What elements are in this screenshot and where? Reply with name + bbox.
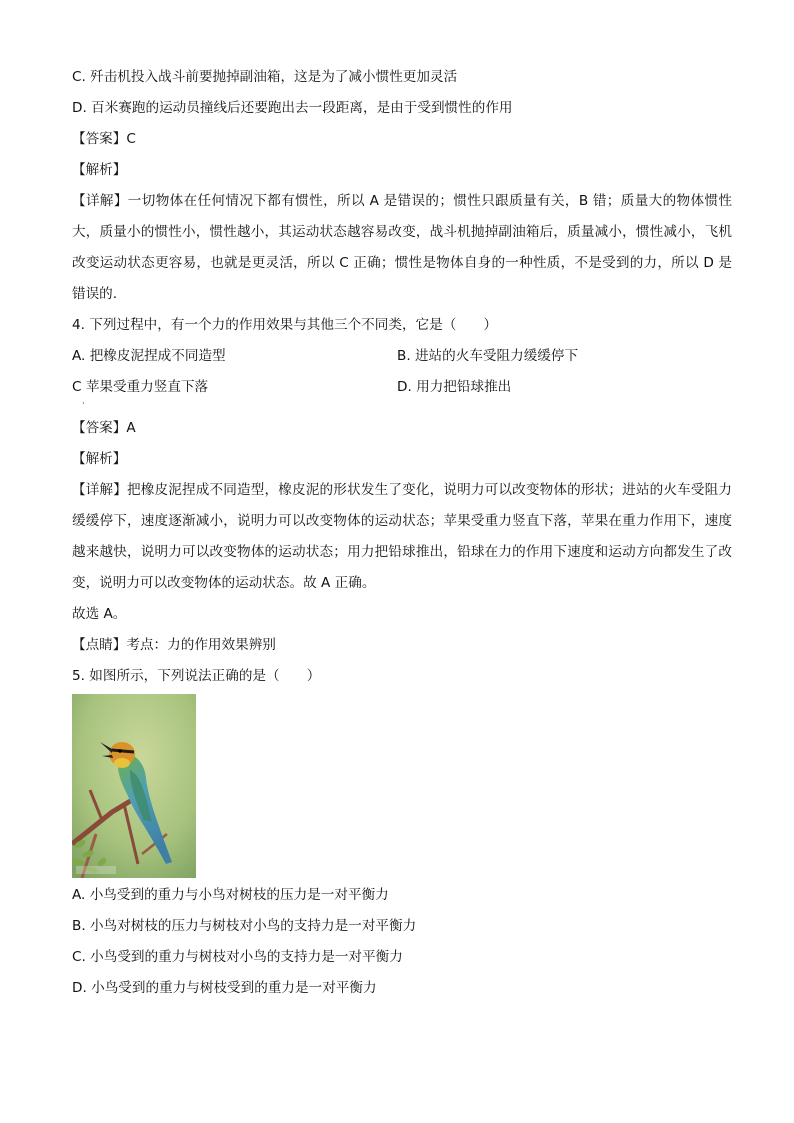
q5-option-b: B. 小鸟对树枝的压力与树枝对小鸟的支持力是一对平衡力 [72,918,417,934]
q4-comment: 【点睛】考点：力的作用效果辨别 [72,637,276,653]
q4-answer: 【答案】A [72,420,136,436]
q4-stem: 4. 下列过程中，有一个力的作用效果与其他三个不同类，它是（ ） [72,317,498,333]
q3-answer: 【答案】C [72,131,136,147]
bird-eye-stripe [112,750,134,752]
document-page [72,62,732,1004]
bird-photo [72,694,196,878]
q3-analysis-label: 【解析】 [72,162,127,178]
watermark [76,866,116,874]
q4-option-d: D. 用力把铅球推出 [397,379,512,395]
q5-stem: 5. 如图所示，下列说法正确的是（ ） [72,668,321,684]
q4-choice: 故选 A。 [72,606,127,622]
q5-option-a: A. 小鸟受到的重力与小鸟对树枝的压力是一对平衡力 [72,887,389,903]
stray-mark [72,399,732,413]
q5-option-d: D. 小鸟受到的重力与树枝受到的重力是一对平衡力 [72,980,377,996]
q4-options-row-1 [72,341,732,372]
q4-option-b: B. 进站的火车受阻力缓缓停下 [397,348,579,364]
q4-option-c: C 苹果受重力竖直下落 [72,379,209,395]
q4-option-a: A. 把橡皮泥捏成不同造型 [72,348,226,364]
bird-eye [118,749,122,753]
q3-option-c: C. 歼击机投入战斗前要抛掉副油箱，这是为了减小惯性更加灵活 [72,69,458,85]
q4-detail: 【详解】把橡皮泥捏成不同造型，橡皮泥的形状发生了变化，说明力可以改变物体的形状；进站的火车受阻力缓缓停下，速度逐渐减小，说明力可以改变物体的运动状态；苹果受重力竖直下落，苹果在重力作用下，速度越来越快，说明力可以改变物体的运动状态；用力把铅球推出，铅球在力的作用下速度和运动方向都发生了改变，说明力可以改变物体的运动状态。故 A 正确。 [72,482,732,591]
q4-options-row-2 [72,372,732,403]
bird-illustration [72,694,196,878]
q3-detail: 【详解】一切物体在任何情况下都有惯性，所以 A 是错误的；惯性只跟质量有关，B 错；质量大的物体惯性大，质量小的惯性小，惯性越小，其运动状态越容易改变，战斗机抛掉副油箱后，质量减小，惯性减小，飞机改变运动状态更容易，也就是更灵活，所以 C 正确；惯性是物体自身的一种性质，不是受到的力，所以 D 是错误的. [72,193,732,302]
q3-option-d: D. 百米赛跑的运动员撞线后还要跑出去一段距离，是由于受到惯性的作用 [72,100,513,116]
q4-analysis-label: 【解析】 [72,451,127,467]
bird-throat [114,758,130,768]
stray-dot: · [82,399,85,409]
q5-option-c: C. 小鸟受到的重力与树枝对小鸟的支持力是一对平衡力 [72,949,403,965]
